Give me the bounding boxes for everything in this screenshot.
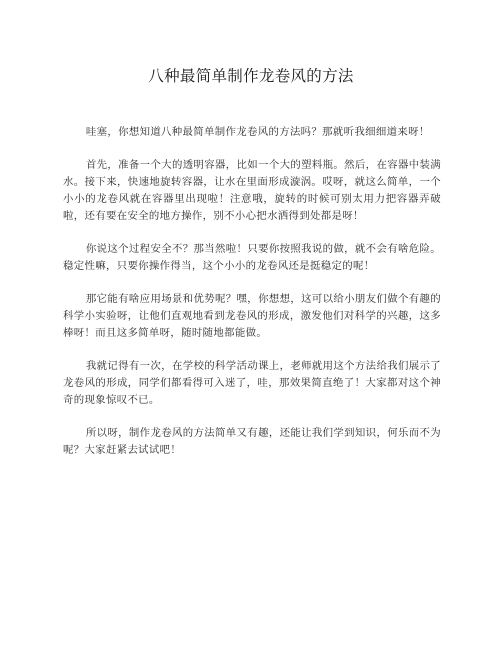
paragraph-applications: 那它能有啥应用场景和优势呢？嘿，你想想，这可以给小朋友们做个有趣的科学小实验呀，让他们直观地看到龙卷风的形成，激发他们对科学的兴趣，这多棒呀！而且这多简单呀，随时随地都能做。 [63, 292, 441, 340]
paragraph-steps: 首先，准备一个大的透明容器，比如一个大的塑料瓶。然后，在容器中装满水。接下来，快速地旋转容器，让水在里面形成漩涡。哎呀，就这么简单，一个小小的龙卷风就在容器里出现啦！注意哦，旋转的时候可别太用力把容器弄破啦，还有要在安全的地方操作，别不小心把水洒得到处都是呀！ [63, 158, 441, 223]
paragraph-safety: 你说这个过程安全不？那当然啦！只要你按照我说的做，就不会有啥危险。稳定性嘛，只要你操作得当，这个小小的龙卷风还是挺稳定的呢！ [63, 243, 441, 273]
paragraph-intro: 哇塞，你想知道八种最简单制作龙卷风的方法吗？那就听我细细道来呀！ [85, 126, 430, 138]
paragraph-anecdote: 我就记得有一次，在学校的科学活动课上，老师就用这个方法给我们展示了龙卷风的形成，同学们都看得可入迷了，哇，那效果简直绝了！大家都对这个神奇的现象惊叹不已。 [63, 360, 441, 407]
document-title: 八种最简单制作龙卷风的方法 [148, 67, 354, 85]
paragraph-conclusion: 所以呀，制作龙卷风的方法简单又有趣，还能让我们学到知识，何乐而不为呢？大家赶紧去试试吧！ [63, 427, 441, 457]
document-body [63, 124, 441, 475]
